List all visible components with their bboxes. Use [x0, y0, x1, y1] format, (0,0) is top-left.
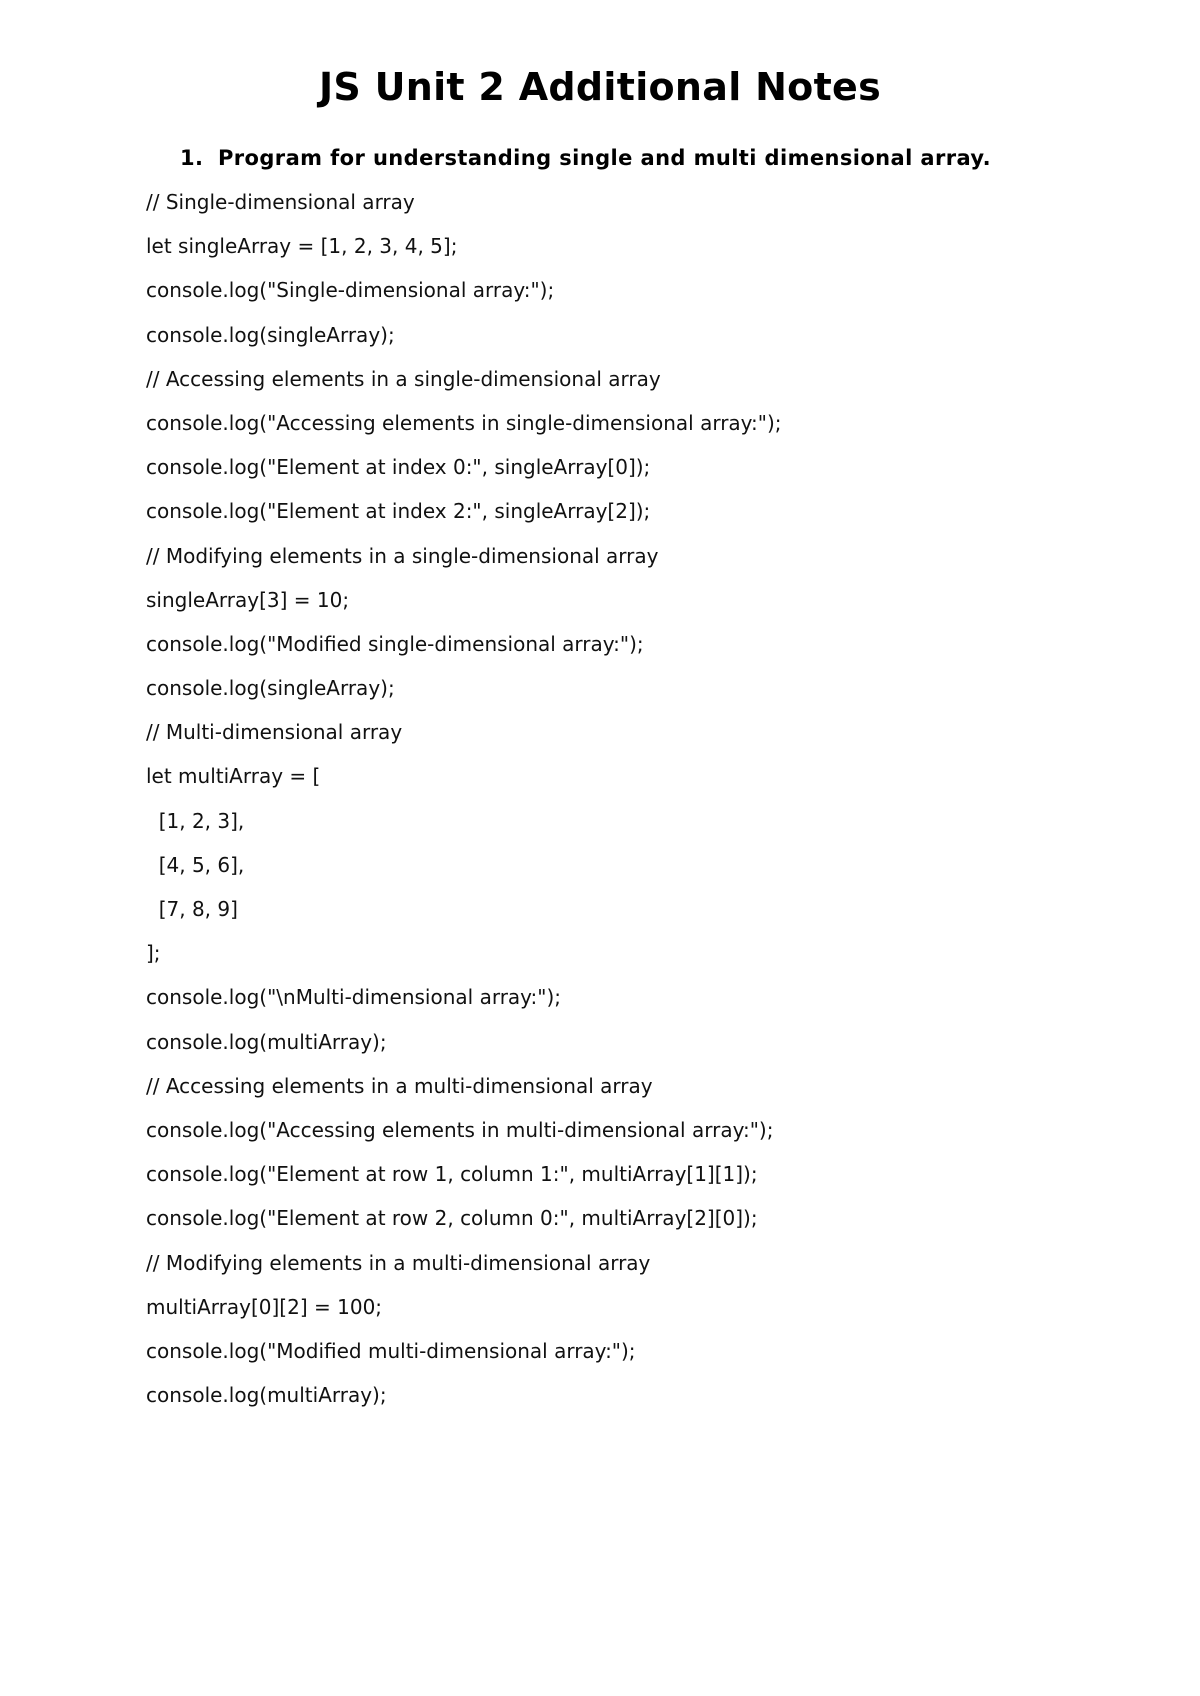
code-line: console.log("Element at index 2:", singleArray[2]); [146, 499, 651, 524]
code-line: // Modifying elements in a multi-dimensional array [146, 1250, 651, 1275]
code-line: // Accessing elements in a single-dimensional array [146, 366, 661, 391]
code-line: let multiArray = [ [146, 764, 321, 789]
code-line: console.log("Modified multi-dimensional array:"); [146, 1338, 636, 1363]
section-heading [180, 143, 991, 173]
code-listing [146, 187, 1146, 1424]
code-line: // Modifying elements in a single-dimensional array [146, 543, 659, 568]
code-line: console.log(multiArray); [146, 1029, 387, 1054]
document-title: JS Unit 2 Additional Notes [318, 65, 882, 109]
code-line: console.log("Accessing elements in single-dimensional array:"); [146, 410, 782, 435]
section-number: 1. [180, 146, 204, 170]
code-line: console.log(singleArray); [146, 322, 395, 347]
code-line: // Accessing elements in a multi-dimensional array [146, 1073, 653, 1098]
code-line: console.log("\nMulti-dimensional array:"); [146, 985, 562, 1010]
code-line: ]; [146, 941, 161, 966]
code-line: singleArray[3] = 10; [146, 587, 350, 612]
code-line: console.log("Modified single-dimensional array:"); [146, 631, 644, 656]
code-line: multiArray[0][2] = 100; [146, 1294, 383, 1319]
code-line: // Single-dimensional array [146, 190, 415, 214]
code-line: console.log(multiArray); [146, 1383, 387, 1408]
code-line: [4, 5, 6], [146, 852, 245, 877]
code-line: console.log("Accessing elements in multi-dimensional array:"); [146, 1117, 774, 1142]
code-line: console.log("Element at index 0:", singleArray[0]); [146, 455, 651, 480]
code-line: [1, 2, 3], [146, 808, 245, 833]
code-line: console.log("Single-dimensional array:"); [146, 278, 555, 303]
code-line: [7, 8, 9] [146, 897, 238, 921]
code-line: console.log("Element at row 2, column 0:", multiArray[2][0]); [146, 1206, 758, 1231]
code-line: console.log(singleArray); [146, 676, 395, 701]
code-line: let singleArray = [1, 2, 3, 4, 5]; [146, 234, 458, 259]
code-line: console.log("Element at row 1, column 1:", multiArray[1][1]); [146, 1162, 758, 1187]
section-heading-text: Program for understanding single and multi dimensional array. [218, 146, 991, 170]
code-line: // Multi-dimensional array [146, 720, 403, 745]
